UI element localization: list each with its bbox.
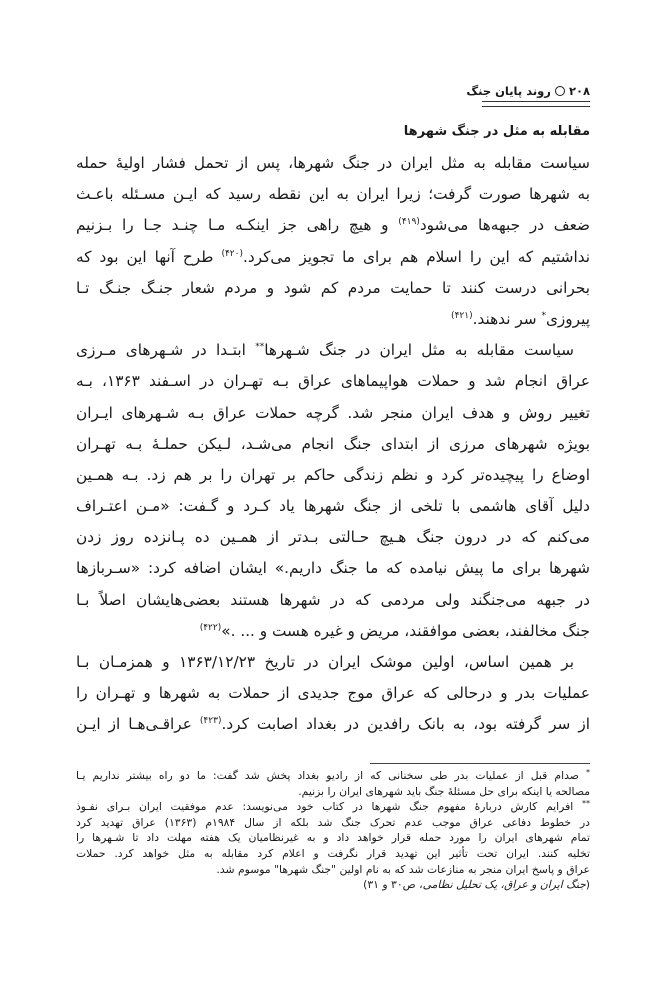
text-line: شهرها برای ما پیش نیامده که ما جنگ داریم.» ایشان اضافه کرد: «سـربازها bbox=[76, 559, 590, 578]
footnote-line: در خطوط دفاعی عراق موجب عدم تحرک جنگ شد بلکه از سال ۱۹۸۴م (۱۳۶۳) عراق تهدید کرد bbox=[76, 815, 590, 829]
text-line bbox=[76, 304, 590, 335]
footnote-line bbox=[76, 768, 590, 784]
text-line bbox=[76, 242, 590, 273]
ref-422: (۴۲۲) bbox=[199, 622, 222, 633]
text-line bbox=[76, 335, 590, 366]
text-run: سیاست مقابله به مثل ایران در جنگ شـهرها bbox=[264, 341, 574, 360]
footnotes bbox=[76, 768, 590, 893]
text-line: تغییر روش و هدف ایران منجر شد. گرچه حملات عراق بـه شـهرهای ایـران bbox=[76, 403, 590, 422]
text-run: ( bbox=[585, 878, 590, 892]
text-run: افرایم کارش دربارهٔ مفهوم جنگ شهرها در کتاب خود می‌نویسد: عدم موفقیت ایران بـرای نفـوذ bbox=[76, 800, 574, 814]
text-run: ابتـدا در شـهرهای مـرزی bbox=[76, 341, 256, 360]
text-line: بحرانی درست کنند تا حمایت مردم کم شود و مردم شعار جنـگ جنـگ تـا bbox=[76, 278, 590, 297]
ref-419: (۴۱۹) bbox=[398, 217, 420, 228]
text-line: بر همین اساس، اولین موشک ایران در تاریخ ۱۳۶۳/۱۲/۲۳ و همزمـان بـا bbox=[76, 653, 575, 671]
body-text bbox=[76, 148, 590, 741]
footnote-line: مصالحه یا اینکه برای حل مسئلهٔ جنگ باید شهرهای ایران را بزنیم. bbox=[298, 784, 590, 798]
text-line: بویژه شهرهای مرزی از ابتدای جنگ انجام می‌شـد، لـیکن حملـهٔ بـه تهـران bbox=[76, 434, 590, 453]
text-run: و هیچ راهی جز اینکـه مـا چنـد جـا را بـزنیم bbox=[76, 216, 399, 235]
text-run: طرح آنها این بود که bbox=[76, 247, 222, 266]
running-head bbox=[466, 84, 590, 98]
ref-420: (۴۲۰) bbox=[221, 248, 243, 259]
text-run: از سر گرفته بود، به بانک رافدین در بغداد اصابت کرد. bbox=[221, 715, 590, 734]
text-line: می‌کنم که در درون جنگ هـیچ حـالتی بـدتر از همـین ده پـانزده روز زدن bbox=[76, 528, 590, 547]
section-title: مقابله به مثل در جنگ شهرها bbox=[403, 124, 590, 139]
footnote-source bbox=[76, 877, 590, 893]
ref-423: (۴۲۳) bbox=[199, 716, 222, 727]
text-run: نداشتیم که این را اسلام هم برای ما تجویز می‌کرد. bbox=[242, 247, 590, 266]
footnote-marker: * bbox=[586, 768, 590, 777]
page-number: ۲۰۸ bbox=[568, 84, 590, 98]
text-line: به شهرها صورت گرفت؛ زیرا ایران به این نقطه رسید که ایـن مسـئله باعـث bbox=[76, 185, 590, 204]
text-run: جنگ مخالفند، بعضی موافقند، مریض و غیره هست و ... .» bbox=[221, 621, 590, 640]
text-run: پیروزی bbox=[545, 309, 590, 328]
text-line: عراق انجام شد و حملات هواپیماهای عراق بـه تهـران در اسـفند ۱۳۶۳، بـه bbox=[76, 372, 590, 391]
text-line bbox=[76, 616, 590, 647]
text-line: عملیات بدر و درحالی که عراق موج جدیدی از حملات به شهرها و تهـران را bbox=[76, 684, 590, 703]
book-title: روند پایان جنگ bbox=[466, 84, 551, 98]
footnote-line: عراق و پاسخ ایران منجر به منازعات شد که به نام اولین "جنگ شهرها" موسوم شد. bbox=[216, 862, 590, 876]
footnote-marker: ** bbox=[582, 799, 590, 809]
text-line bbox=[76, 210, 590, 241]
footnote-stars: ** bbox=[255, 342, 265, 353]
footnote-star: * bbox=[541, 310, 546, 321]
ref-421: (۴۲۱) bbox=[451, 310, 473, 321]
text-line bbox=[76, 709, 590, 740]
text-run: ، ص۳۰ و ۳۱) bbox=[363, 878, 423, 892]
source-title: جنگ ایران و عراق، یک تحلیل نظامی bbox=[422, 878, 586, 892]
text-line: در جبهه می‌جنگند ولی مردمی که در شهرها هستند بعضی‌هایشان اصلاً بـا bbox=[76, 590, 590, 609]
text-line: سیاست مقابله به مثل ایران در جنگ شهرها، پس از تحمل فشار اولیهٔ حمله bbox=[76, 154, 590, 172]
text-run: عراقـی‌هـا از ایـن bbox=[76, 715, 200, 734]
footnote-line: تخلیه کنند. ایران تحت تأثیر این تهدید قرار نگرفت و اعلام کرد مقابله به مثل خواهد کرد. حملات bbox=[76, 846, 590, 860]
text-run: صدام قبل از عملیات بدر طی سخنانی که از رادیو بغداد پخش شد گفت: ما دو راه بیشتر نداریم یـا bbox=[76, 769, 579, 782]
circle-ornament-icon bbox=[555, 86, 565, 96]
text-run: ضعف در جبهه‌ها می‌شود bbox=[419, 216, 590, 235]
footnote-line: تمام شهرهای ایران را مورد حمله قرار خواهد داد و به غیرنظامیان یک هفته مهلت داد تا شـهرها را bbox=[76, 831, 590, 845]
footnote-line bbox=[76, 799, 590, 815]
running-head-double-rule bbox=[482, 101, 590, 107]
text-line: اوضاع را پیچیده‌تر کرد و نظم زندگی حاکم بر تهران را بر هم زد. بـه همـین bbox=[76, 465, 590, 484]
footnote-separator bbox=[370, 763, 590, 764]
text-run: سر ندهند. bbox=[472, 309, 542, 328]
text-line: دلیل آقای هاشمی با تلخی از جنگ شهرها یاد کـرد و گـفت: «مـن اعتـراف bbox=[76, 497, 590, 516]
